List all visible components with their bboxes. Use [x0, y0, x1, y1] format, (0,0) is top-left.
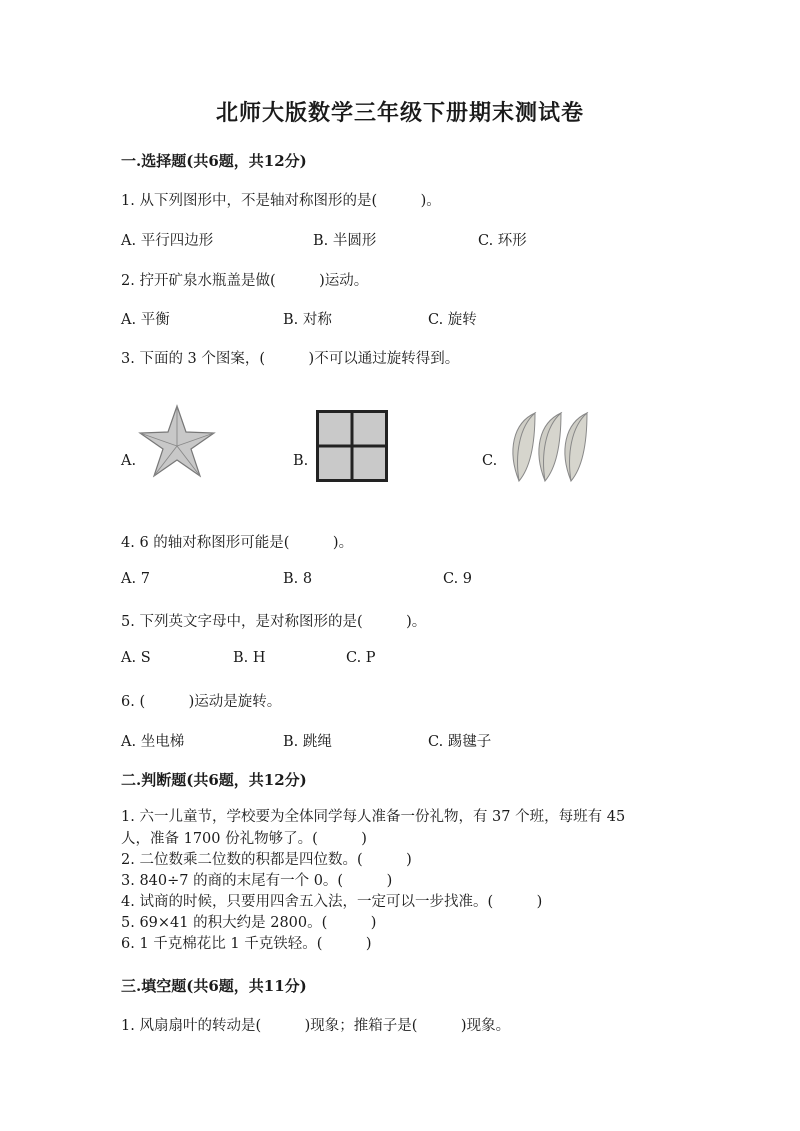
question-stem: 4. 6 的轴对称图形可能是( )。 — [121, 535, 354, 551]
option-c: C. 环形 — [478, 233, 527, 249]
section-heading-choice: 一.选择题(共6题，共12分) — [121, 152, 307, 170]
judgement-line: 2. 二位数乘二位数的积都是四位数。( ) — [121, 852, 412, 868]
option-a: A. 7 — [121, 571, 150, 587]
question-stem: 1. 从下列图形中，不是轴对称图形的是( )。 — [121, 193, 441, 209]
question-stem: 6. ( )运动是旋转。 — [121, 694, 282, 710]
option-a: A. 平衡 — [121, 312, 170, 328]
option-b: B. 8 — [283, 571, 313, 587]
four-square-grid-icon — [316, 410, 388, 482]
option-a: A. 平行四边形 — [121, 233, 214, 249]
page-title: 北师大版数学三年级下册期末测试卷 — [215, 100, 584, 126]
section-heading-fill-in: 三.填空题(共6题，共11分) — [121, 977, 307, 995]
option-a: A. — [121, 453, 137, 469]
question-stem: 3. 下面的 3 个图案，( )不可以通过旋转得到。 — [121, 351, 460, 367]
option-b: B. — [293, 453, 309, 469]
question-stem: 1. 风扇扇叶的转动是( )现象；推箱子是( )现象。 — [121, 1018, 511, 1034]
option-c: C. P — [346, 650, 376, 666]
judgement-line: 1. 六一儿童节，学校要为全体同学每人准备一份礼物，有 37 个班，每班有 45 — [121, 809, 626, 825]
option-c: C. 旋转 — [428, 312, 477, 328]
option-a: A. 坐电梯 — [121, 734, 185, 750]
option-b: B. H — [233, 650, 266, 666]
option-c: C. — [482, 453, 498, 469]
judgement-line: 人，准备 1700 份礼物够了。( ) — [121, 831, 367, 847]
section-heading-judgement: 二.判断题(共6题，共12分) — [121, 771, 307, 789]
option-a: A. S — [121, 650, 151, 666]
three-crescents-icon — [505, 411, 597, 483]
star-icon — [138, 404, 216, 478]
option-b: B. 对称 — [283, 312, 332, 328]
judgement-line: 5. 69×41 的积大约是 2800。( ) — [121, 915, 377, 931]
option-b: B. 跳绳 — [283, 734, 332, 750]
option-b: B. 半圆形 — [313, 233, 377, 249]
option-c: C. 踢毽子 — [428, 734, 492, 750]
judgement-line: 3. 840÷7 的商的末尾有一个 0。( ) — [121, 873, 393, 889]
question-stem: 5. 下列英文字母中，是对称图形的是( )。 — [121, 614, 427, 630]
judgement-line: 6. 1 千克棉花比 1 千克铁轻。( ) — [121, 936, 372, 952]
judgement-line: 4. 试商的时候，只要用四舍五入法，一定可以一步找准。( ) — [121, 894, 543, 910]
option-c: C. 9 — [443, 571, 473, 587]
question-stem: 2. 拧开矿泉水瓶盖是做( )运动。 — [121, 273, 369, 289]
